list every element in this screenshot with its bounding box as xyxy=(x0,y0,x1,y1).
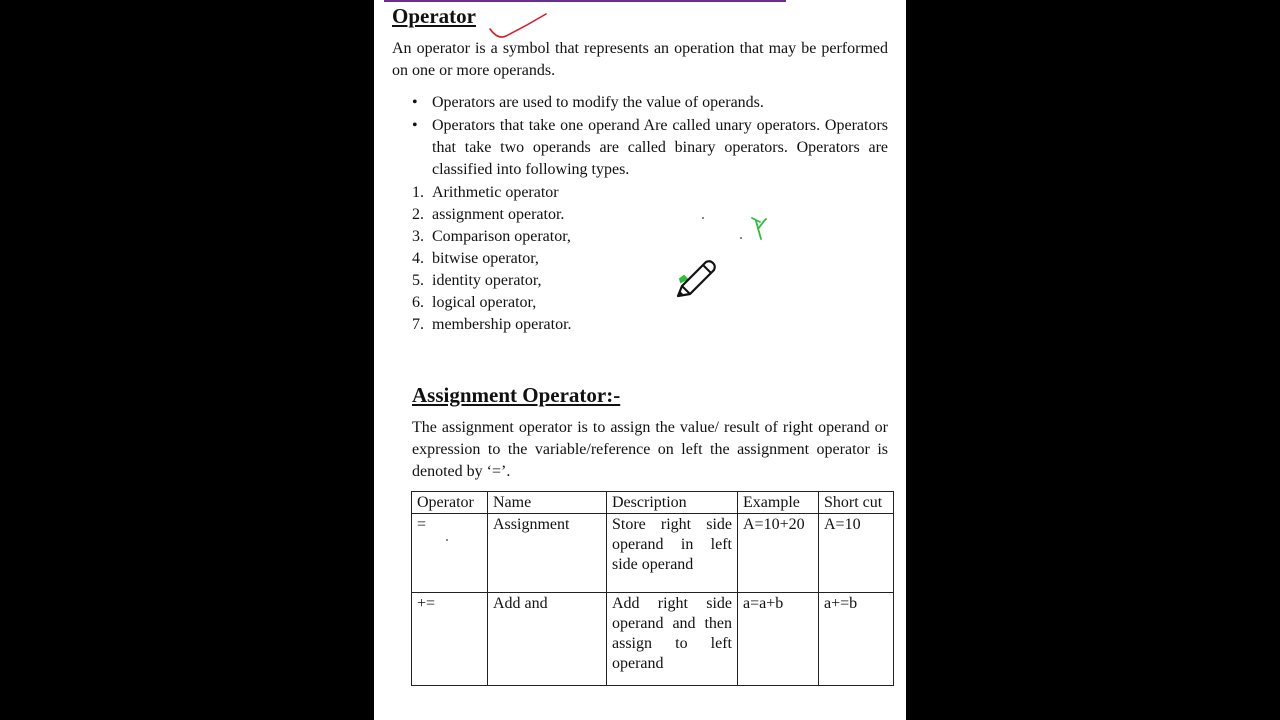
assignment-paragraph: The assignment operator is to assign the value/ result of right operand or expression to the variable/reference on left the assignment operator is denoted by ‘=’. xyxy=(412,419,888,480)
table-header: Description xyxy=(607,492,738,514)
page-heading: Operator xyxy=(392,4,476,28)
table-cell: A=10+20 xyxy=(738,514,819,593)
list-item: • Operators are used to modify the value of operands. xyxy=(412,92,888,114)
table-header: Operator xyxy=(412,492,488,514)
table-cell: += xyxy=(412,593,488,686)
list-item: 5. identity operator, xyxy=(412,272,542,289)
list-item: 4. bitwise operator, xyxy=(412,250,539,267)
table-cell: Assignment xyxy=(488,514,607,593)
red-tick-mark xyxy=(490,14,546,37)
dot-mark xyxy=(446,539,448,541)
annotation-layer xyxy=(374,0,906,720)
list-item: 6. logical operator, xyxy=(412,294,537,311)
table-cell: Add right side operand and then assign to left operand xyxy=(607,593,738,686)
table-header: Name xyxy=(488,492,607,514)
list-item: 1. Arithmetic operator xyxy=(412,184,559,201)
table-cell: Add and xyxy=(488,593,607,686)
table-cell: = xyxy=(412,514,488,593)
dot-mark xyxy=(702,217,704,219)
green-cross-mark xyxy=(752,218,766,239)
table-header: Example xyxy=(738,492,819,514)
list-item: • Operators that take one operand Are called unary operators. Operators that take two operands are called binary operators. Operators are classified into following types. xyxy=(412,115,888,181)
intro-paragraph: An operator is a symbol that represents an operation that may be performed on one or more operands. xyxy=(392,40,888,79)
table-cell: a=a+b xyxy=(738,593,819,686)
table-cell: Store right side operand in left side operand xyxy=(607,514,738,593)
table-header: Short cut xyxy=(819,492,894,514)
table-cell: a+=b xyxy=(819,593,894,686)
assignment-heading: Assignment Operator:- xyxy=(412,383,621,407)
list-item: 2. assignment operator. xyxy=(412,206,565,223)
table-cell: A=10 xyxy=(819,514,894,593)
list-item: 7. membership operator. xyxy=(412,316,572,333)
pencil-icon xyxy=(678,261,715,296)
document-page xyxy=(374,0,906,720)
dot-mark xyxy=(740,237,742,239)
list-item: 3. Comparison operator, xyxy=(412,228,571,245)
